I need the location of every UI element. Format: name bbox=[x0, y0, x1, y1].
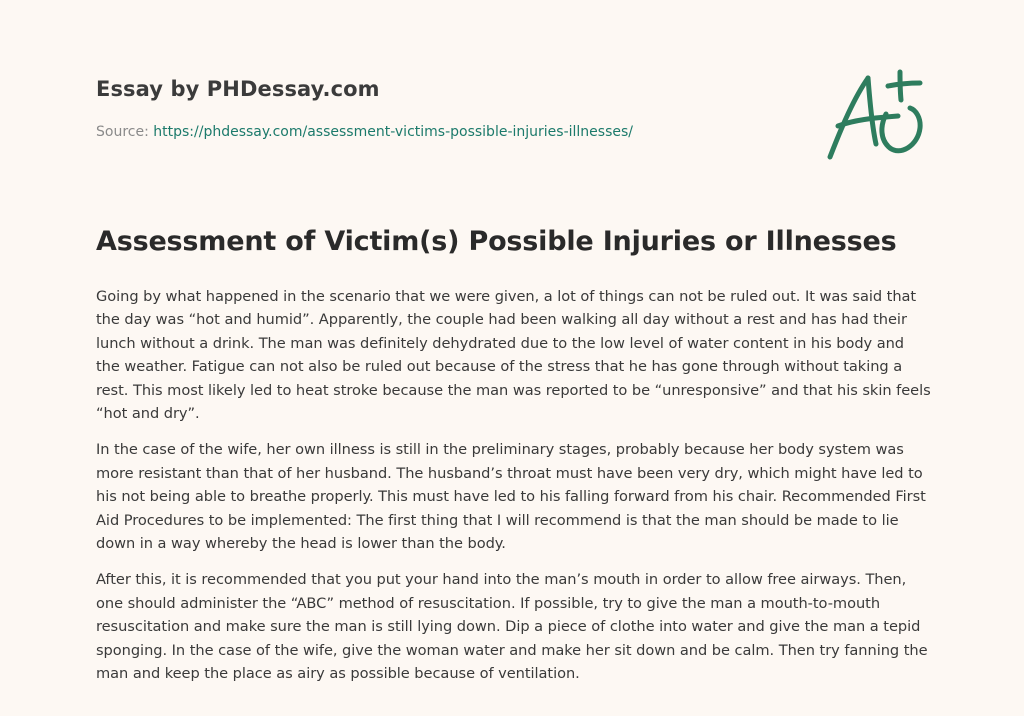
a-plus-grade-icon bbox=[820, 64, 930, 168]
essay-paragraph: Going by what happened in the scenario that we were given, a lot of things can not be ruled out. It was said that the day was “hot and humid”. Apparently, the couple had been walking all day without a rest and has had their lunch without a drink. The man was definitely dehydrated due to the low level of water content in his body and the weather. Fatigue can not also be ruled out because of the stress that he has gone through without taking a rest. This most likely led to heat stroke because the man was reported to be “unresponsive” and that his skin feels “hot and dry”. bbox=[96, 288, 931, 423]
essay-title: Assessment of Victim(s) Possible Injuries or Illnesses bbox=[96, 226, 897, 257]
essay-paragraph: In the case of the wife, her own illness is still in the preliminary stages, probably because her body system was more resistant than that of her husband. The husband’s throat must have been very dry, which might have led to his not being able to breathe properly. This must have led to his falling forward from his chair. Recommended First Aid Procedures to be implemented: The first thing that I will recommend is that the man should be made to lie down in a way whereby the head is lower than the body. bbox=[96, 441, 926, 553]
essay-body bbox=[96, 285, 932, 699]
source-label: Source: bbox=[96, 124, 149, 140]
essay-paragraph: After this, it is recommended that you put your hand into the man’s mouth in order to allow free airways. Then, one should administer the “ABC” method of resuscitation. If possible, try to give the man a mouth-to-mouth resuscitation and make sure the man is still lying down. Dip a piece of clothe into water and give the man a tepid sponging. In the case of the wife, give the woman water and make her sit down and be calm. Then try fanning the man and keep the place as airy as possible because of ventilation. bbox=[96, 571, 928, 683]
source-link[interactable]: https://phdessay.com/assessment-victims-possible-injuries-illnesses/ bbox=[153, 124, 633, 140]
source-line bbox=[96, 124, 633, 140]
site-brand: Essay by PHDessay.com bbox=[96, 77, 380, 101]
